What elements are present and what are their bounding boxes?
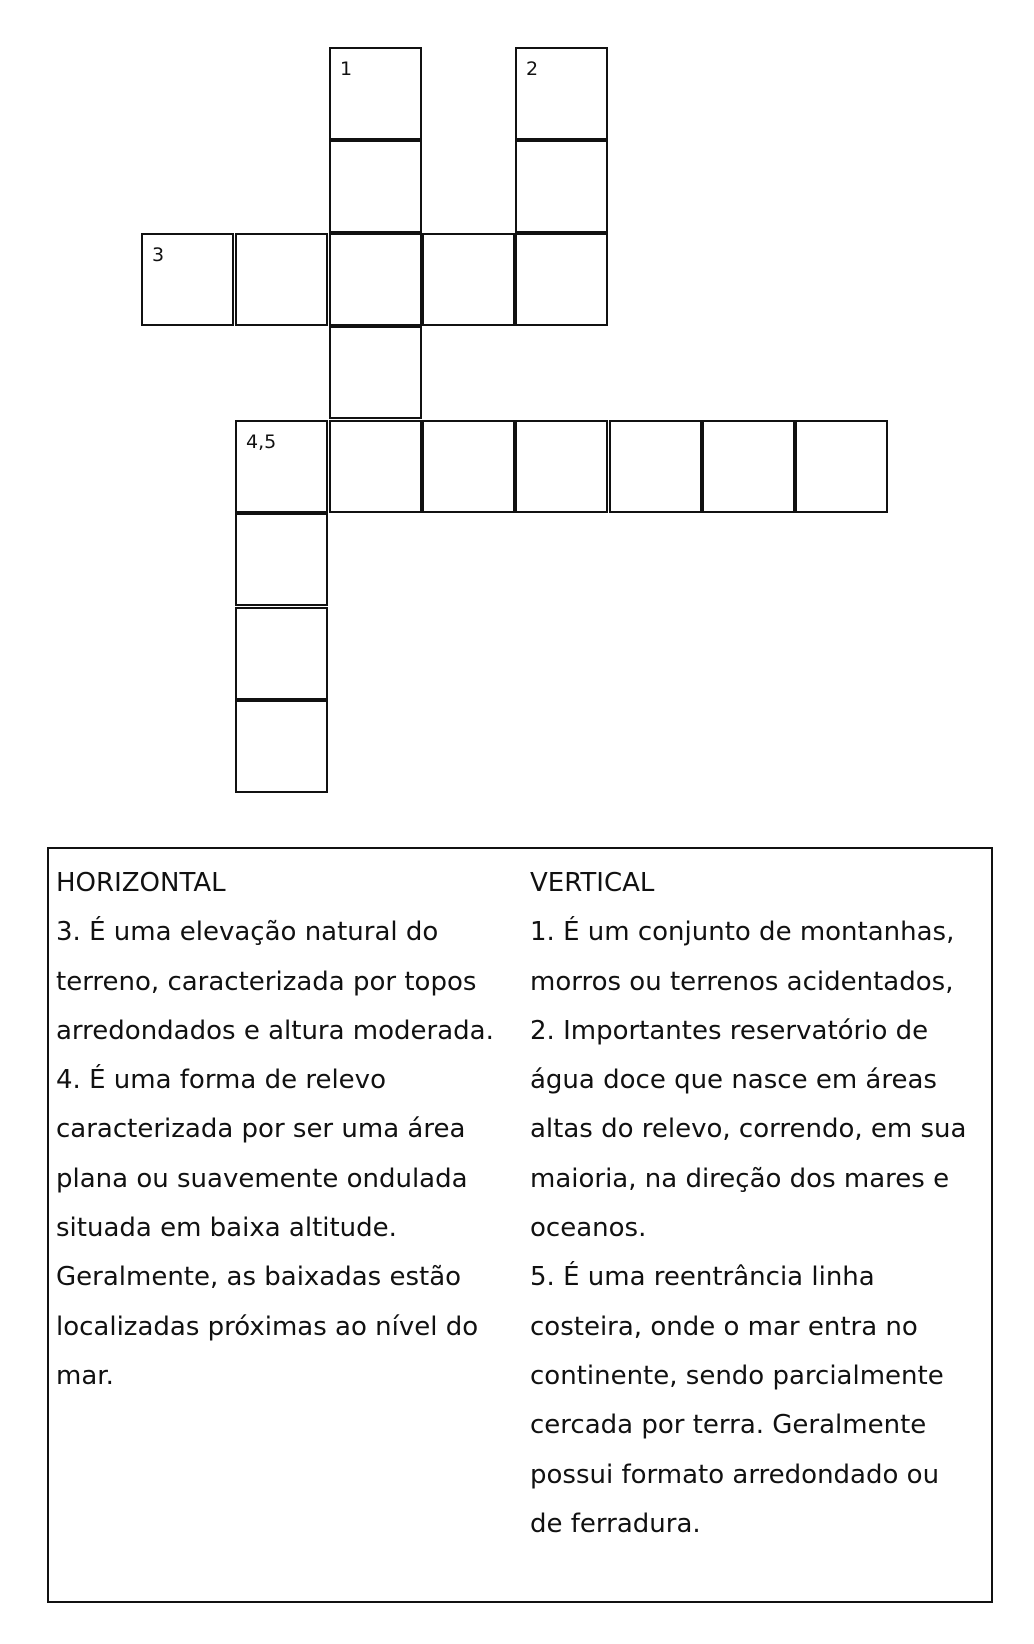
clue-line: de ferradura. [530,1508,701,1539]
clue-line: 1. É um conjunto de montanhas, [530,917,955,948]
clue-line: 3. É uma elevação natural do [56,917,439,948]
crossword-cell[interactable] [422,420,515,513]
clue-line: maioria, na direção dos mares e [530,1163,950,1194]
clue-line: 4. É uma forma de relevo [56,1065,386,1096]
crossword-cell[interactable] [515,420,608,513]
crossword-cell[interactable] [515,233,608,326]
clue-line: localizadas próximas ao nível do [56,1311,479,1342]
clue-number-4-5: 4,5 [246,431,277,453]
crossword-cell[interactable] [235,513,328,606]
clue-line: altas do relevo, correndo, em sua [530,1114,967,1145]
crossword-cell[interactable] [702,420,795,513]
clue-line: Geralmente, as baixadas estão [56,1262,462,1293]
vertical-heading: VERTICAL [530,868,655,898]
clue-line: cercada por terra. Geralmente [530,1410,927,1441]
clue-line: costeira, onde o mar entra no [530,1311,918,1342]
clue-line: plana ou suavemente ondulada [56,1163,468,1194]
crossword-grid [0,0,1034,820]
crossword-cell[interactable] [235,420,328,513]
crossword-cell[interactable] [329,233,422,326]
clue-number-3: 3 [152,244,165,266]
clue-line: água doce que nasce em áreas [530,1065,937,1096]
clue-line: mar. [56,1360,114,1391]
crossword-cell[interactable] [329,140,422,233]
clue-number-2: 2 [526,58,539,80]
vertical-clues [530,859,990,1549]
crossword-cell[interactable] [329,420,422,513]
crossword-cell[interactable] [515,140,608,233]
clue-line: possui formato arredondado ou [530,1459,940,1490]
crossword-cell[interactable] [422,233,515,326]
crossword-cell[interactable] [795,420,888,513]
crossword-cell[interactable] [235,233,328,326]
horizontal-clues [56,859,516,1401]
clue-line: terreno, caracterizada por topos [56,966,477,997]
clue-line: continente, sendo parcialmente [530,1360,944,1391]
crossword-cell[interactable] [515,47,608,140]
crossword-cell[interactable] [141,233,234,326]
clue-line: morros ou terrenos acidentados, [530,966,954,997]
crossword-cell[interactable] [329,326,422,419]
clue-line: oceanos. [530,1213,647,1244]
clue-number-1: 1 [340,58,353,80]
crossword-cell[interactable] [235,700,328,793]
clue-line: 2. Importantes reservatório de [530,1015,929,1046]
crossword-cell[interactable] [235,607,328,700]
clues-box [47,847,993,1603]
crossword-cell[interactable] [609,420,702,513]
crossword-cell[interactable] [329,47,422,140]
clue-line: 5. É uma reentrância linha [530,1262,875,1293]
horizontal-heading: HORIZONTAL [56,868,226,898]
clue-line: arredondados e altura moderada. [56,1015,494,1046]
clue-line: caracterizada por ser uma área [56,1114,466,1145]
clue-line: situada em baixa altitude. [56,1213,397,1244]
